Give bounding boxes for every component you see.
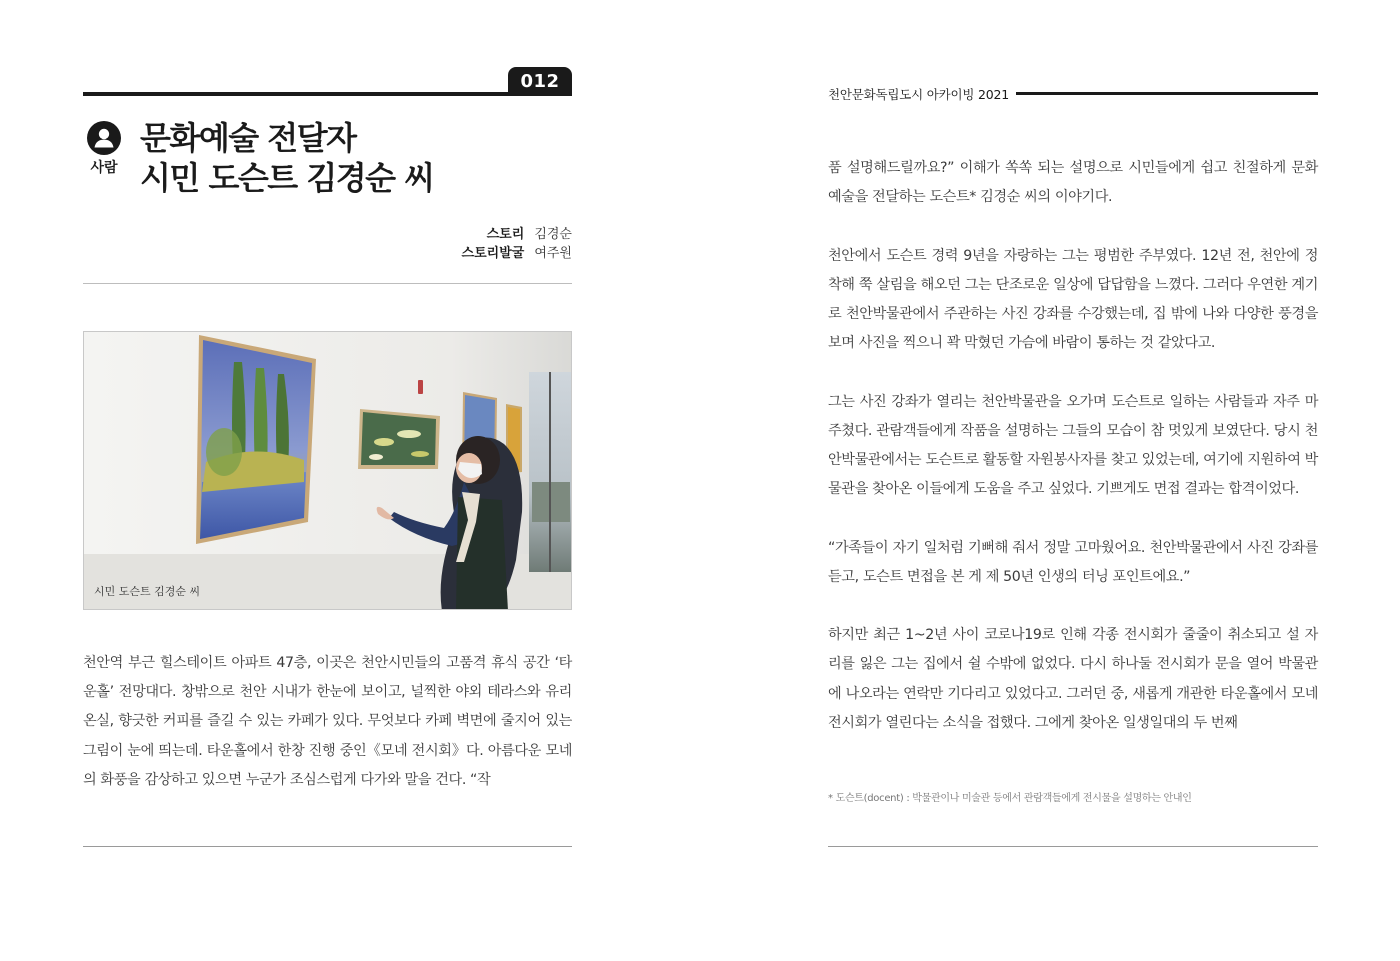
bottom-rule: [83, 846, 572, 847]
photo-caption: 시민 도슨트 김경순 씨: [94, 585, 201, 598]
category-label: 사람: [90, 160, 118, 176]
footnote: * 도슨트(docent) : 박물관이나 미술관 등에서 관람객들에게 전시물을 설명하는 안내인: [828, 793, 1192, 804]
quote-paragraph: “가족들이 자기 일처럼 기뻐해 줘서 정말 고마웠어요. 천안박물관에서 사진 강좌를 듣고, 도슨트 면접을 본 게 제 50년 인생의 터닝 포인트에요.”: [828, 539, 1318, 585]
credit-key: 스토리: [486, 227, 525, 242]
body-text-left: 천안역 부근 힐스테이트 아파트 47층, 이곳은 천안시민들의 고품격 휴식 공간 ‘타운홀’ 전망대다. 창밖으로 천안 시내가 한눈에 보이고, 널찍한 야외 테라스와 유리 온실, 향긋한 커피를 즐길 수 있는 카페가 있다. 무엇보다 카페 벽면에 줄지어 있는 그림이 눈에 띄는데. 타운홀에서 한창 진행 중인《모네 전시회》다. 아름다운 모네의 화풍을 감상하고 있으면 누군가 조심스럽게 다가와 말을 건다. “작: [83, 655, 572, 788]
paragraph: 품 설명해드릴까요?” 이해가 쏙쏙 되는 설명으로 시민들에게 쉽고 친절하게 문화예술을 전달하는 도슨트* 김경순 씨의 이야기다.: [828, 160, 1318, 206]
bottom-rule: [828, 846, 1318, 847]
article-title: [140, 118, 434, 198]
paragraph: 하지만 최근 1~2년 사이 코로나19로 인해 각종 전시회가 줄줄이 취소되고 설 자리를 잃은 그는 집에서 쉴 수밖에 없었다. 다시 하나둘 전시회가 문을 열어 박물관에 나오라는 연락만 기다리고 있었다고. 그러던 중, 새롭게 개관한 타운홀에서 모네 전시회가 열린다는 소식을 접했다. 그에게 찾아온 일생일대의 두 번째: [828, 627, 1318, 731]
credits: [462, 225, 572, 263]
gallery-photo-illustration: [84, 332, 572, 610]
article-photo: [83, 331, 572, 610]
section-divider: [83, 283, 572, 284]
top-rule: [1016, 92, 1318, 95]
credit-value: 여주원: [534, 246, 572, 261]
page-number: 012: [508, 67, 572, 95]
credit-row: [462, 225, 572, 244]
credit-row: [462, 244, 572, 263]
credit-key: 스토리발굴: [461, 246, 525, 261]
body-text-right: [828, 154, 1318, 767]
paragraph: 천안에서 도슨트 경력 9년을 자랑하는 그는 평범한 주부였다. 12년 전, 천안에 정착해 쭉 살림을 해오던 그는 단조로운 일상에 답답함을 느꼈다. 그러다 우연한 계기로 천안박물관에서 주관하는 사진 강좌를 수강했는데, 집 밖에 나와 다양한 풍경을 보며 사진을 찍으니 꽉 막혔던 가슴에 바람이 통하는 것 같았다고.: [828, 247, 1318, 352]
paragraph: 그는 사진 강좌가 열리는 천안박물관을 오가며 도슨트로 일하는 사람들과 자주 마주쳤다. 관람객들에게 작품을 설명하는 그들의 모습이 참 멋있게 보였단다. 당시 천안박물관에서는 도슨트로 활동할 자원봉사자를 찾고 있었는데, 여기에 지원하여 박물관을 찾아온 이들에게 도움을 주고 싶었다. 기쁘게도 면접 결과는 합격이었다.: [828, 393, 1318, 498]
credit-value: 김경순: [534, 227, 572, 242]
title-line-1: 문화예술 전달자: [140, 119, 356, 157]
top-rule: [83, 92, 572, 96]
running-head: 천안문화독립도시 아카이빙 2021: [828, 87, 1010, 102]
title-line-2: 시민 도슨트 김경순 씨: [140, 159, 434, 197]
person-icon: [87, 121, 121, 155]
